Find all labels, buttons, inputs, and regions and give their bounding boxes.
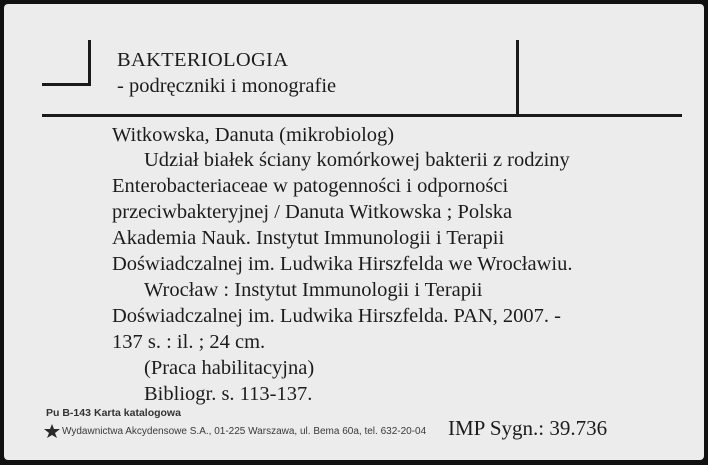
corner-bracket-horizontal: [42, 83, 91, 86]
header-rule: [42, 114, 682, 117]
title-line: Udział białek ściany komórkowej bakterii z rodziny: [144, 149, 570, 171]
imprint-line: Doświadczalnej im. Ludwika Hirszfelda. PAN, 2007. -: [112, 305, 562, 327]
publisher-info: Wydawnictwa Akcydensowe S.A., 01-225 Warszawa, ul. Bema 60a, tel. 632-20-04: [62, 426, 427, 437]
form-code: Pu B-143: [46, 407, 91, 419]
series-note: (Praca habilitacyjna): [144, 357, 315, 379]
catalog-card: [4, 4, 704, 460]
corner-bracket-vertical: [88, 40, 91, 86]
title-line: Akademia Nauk. Instytut Immunologii i Terapii: [112, 227, 505, 249]
imprint-line: Wrocław : Instytut Immunologii i Terapii: [144, 279, 483, 301]
bibliography-note: Bibliogr. s. 113-137.: [144, 383, 313, 405]
call-number: IMP Sygn.: 39.736: [448, 416, 608, 440]
subject-heading: BAKTERIOLOGIA: [117, 49, 289, 71]
author-entry: Witkowska, Danuta (mikrobiolog): [112, 124, 395, 146]
title-line: Doświadczalnej im. Ludwika Hirszfelda we Wrocławiu.: [112, 253, 573, 275]
publisher-logo-icon: [44, 424, 60, 438]
subject-subheading: - podręczniki i monografie: [117, 75, 337, 97]
header-right-divider: [516, 40, 519, 116]
form-name: Karta katalogowa: [94, 407, 181, 419]
title-line: Enterobacteriaceae w patogenności i odporności: [112, 175, 509, 197]
imprint-line: 137 s. : il. ; 24 cm.: [112, 331, 266, 353]
title-line: przeciwbakteryjnej / Danuta Witkowska ; Polska: [112, 201, 513, 223]
